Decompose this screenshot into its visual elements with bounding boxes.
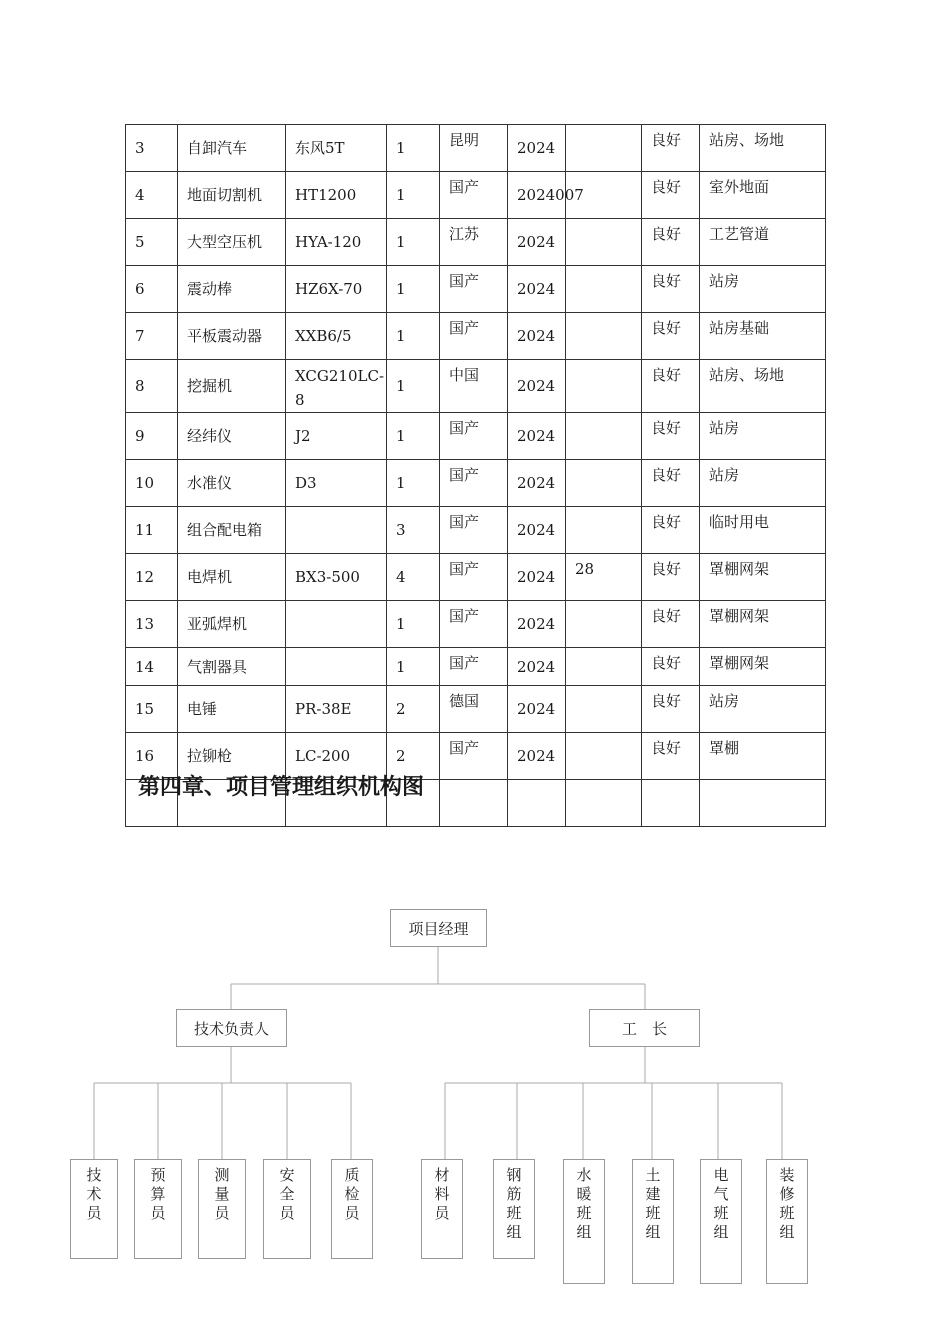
table-cell-condition: 良好 [642,360,700,413]
table-cell-name: 组合配电箱 [178,507,286,554]
table-cell-name: 地面切割机 [178,172,286,219]
table-cell-use: 罩棚网架 [700,648,826,686]
org-node-label: 电气班组 [713,1166,729,1241]
table-cell-origin: 国产 [440,733,508,780]
table-cell-use [700,780,826,827]
table-cell-use: 站房 [700,460,826,507]
table-cell-condition: 良好 [642,413,700,460]
table-cell-use: 罩棚网架 [700,601,826,648]
table-row [126,554,826,601]
chapter-title: 第四章、项目管理组织机构图 [138,775,425,800]
table-cell-use: 站房、场地 [700,360,826,413]
table-cell-condition: 良好 [642,554,700,601]
table-cell-year: 2024 [508,219,566,266]
table-row [126,648,826,686]
org-node-right_staff-3 [632,1159,674,1284]
table-row [126,686,826,733]
table-cell-condition: 良好 [642,507,700,554]
table-cell-condition: 良好 [642,460,700,507]
table-cell-origin: 国产 [440,554,508,601]
table-cell-year: 2024 [508,686,566,733]
org-node-technical-lead: 技术负责人 [176,1009,287,1047]
equipment-table [125,124,826,827]
table-cell-condition: 良好 [642,313,700,360]
table-cell-power [566,648,642,686]
table-cell-seq: 16 [126,733,178,780]
table-cell-use: 罩棚网架 [700,554,826,601]
table-cell-power [566,360,642,413]
table-cell-name: 气割器具 [178,648,286,686]
table-cell-seq: 13 [126,601,178,648]
table-cell-year: 2024 [508,554,566,601]
table-cell-name: 震动棒 [178,266,286,313]
table-cell-use: 站房 [700,686,826,733]
table-row [126,507,826,554]
table-cell-power: 28 [566,554,642,601]
table-cell-origin: 中国 [440,360,508,413]
org-node-right_staff-0 [421,1159,463,1259]
table-cell-model: XXB6/5 [286,313,387,360]
table-cell-model: XCG210LC-8 [286,360,387,413]
table-cell-power [566,413,642,460]
table-cell-seq: 8 [126,360,178,413]
table-cell-year: 2024 [508,733,566,780]
table-cell-power [566,219,642,266]
table-cell-year: 2024 [508,507,566,554]
table-cell-qty: 1 [387,360,440,413]
org-node-right_staff-2 [563,1159,605,1284]
table-cell-condition: 良好 [642,266,700,313]
table-cell-name: 自卸汽车 [178,125,286,172]
table-cell-origin: 国产 [440,648,508,686]
org-node-label: 材料员 [434,1166,450,1222]
org-node-left_staff-2 [198,1159,246,1259]
table-cell-condition [642,780,700,827]
table-cell-use: 罩棚 [700,733,826,780]
table-cell-power [566,313,642,360]
table-cell-year: 2024 [508,648,566,686]
table-cell-seq: 7 [126,313,178,360]
table-row [126,460,826,507]
org-node-left_staff-0 [70,1159,118,1259]
table-cell-seq: 11 [126,507,178,554]
table-cell-name: 拉铆枪 [178,733,286,780]
table-cell-power [566,601,642,648]
table-row [126,266,826,313]
table-cell-qty: 1 [387,413,440,460]
table-cell-qty: 2 [387,733,440,780]
table-cell-model: HT1200 [286,172,387,219]
table-cell-seq: 15 [126,686,178,733]
table-cell-use: 站房 [700,413,826,460]
table-cell-model: PR-38E [286,686,387,733]
table-cell-model: HYA-120 [286,219,387,266]
table-cell-qty: 1 [387,266,440,313]
table-cell-model: HZ6X-70 [286,266,387,313]
org-node-right_staff-5 [766,1159,808,1284]
table-cell-origin: 国产 [440,460,508,507]
table-row [126,313,826,360]
table-cell-qty: 1 [387,313,440,360]
table-cell-qty: 1 [387,601,440,648]
table-cell-qty: 3 [387,507,440,554]
table-cell-year: 2024 [508,601,566,648]
table-cell-power [566,266,642,313]
org-node-label: 钢筋班组 [506,1166,522,1241]
table-cell-name: 平板震动器 [178,313,286,360]
org-node-left_staff-4 [331,1159,373,1259]
table-cell-qty: 1 [387,125,440,172]
org-node-left_staff-1 [134,1159,182,1259]
table-cell-condition: 良好 [642,219,700,266]
table-cell-seq: 3 [126,125,178,172]
table-cell-name: 亚弧焊机 [178,601,286,648]
table-row [126,125,826,172]
table-cell-power [566,507,642,554]
table-row [126,172,826,219]
org-node-right_staff-4 [700,1159,742,1284]
org-node-label: 安全员 [279,1166,295,1222]
table-cell-qty: 2 [387,686,440,733]
table-cell-use: 室外地面 [700,172,826,219]
table-cell-origin: 德国 [440,686,508,733]
table-cell-name: 经纬仪 [178,413,286,460]
table-cell-condition: 良好 [642,601,700,648]
table-cell-name: 大型空压机 [178,219,286,266]
table-cell-qty: 1 [387,219,440,266]
org-node-label: 质检员 [344,1166,360,1222]
table-cell-origin: 国产 [440,313,508,360]
table-cell-use: 站房基础 [700,313,826,360]
table-cell-qty: 1 [387,648,440,686]
table-cell-year: 2024 [508,313,566,360]
table-cell-year: 2024 [508,460,566,507]
table-cell-seq: 4 [126,172,178,219]
org-node-label: 测量员 [214,1166,230,1222]
table-cell-name: 电锤 [178,686,286,733]
table-row [126,360,826,413]
table-cell-qty: 1 [387,460,440,507]
table-cell-origin: 国产 [440,266,508,313]
table-cell-model [286,648,387,686]
table-cell-year: 2024 [508,360,566,413]
table-cell-origin: 江苏 [440,219,508,266]
table-cell-model: LC-200 [286,733,387,780]
table-cell-model [286,507,387,554]
table-cell-power [566,686,642,733]
org-node-foreman: 工 长 [589,1009,700,1047]
table-cell-use: 工艺管道 [700,219,826,266]
table-cell-condition: 良好 [642,733,700,780]
table-cell-seq: 6 [126,266,178,313]
table-cell-condition: 良好 [642,648,700,686]
table-cell-use: 站房 [700,266,826,313]
table-cell-model: BX3-500 [286,554,387,601]
table-cell-model [286,601,387,648]
table-row [126,601,826,648]
table-cell-origin: 昆明 [440,125,508,172]
table-cell-qty: 4 [387,554,440,601]
org-node-label: 技术员 [86,1166,102,1222]
table-cell-use: 站房、场地 [700,125,826,172]
table-cell-year [508,780,566,827]
table-cell-model: 东风5T [286,125,387,172]
table-cell-seq: 5 [126,219,178,266]
org-node-right_staff-1 [493,1159,535,1259]
table-cell-seq: 9 [126,413,178,460]
table-cell-qty: 1 [387,172,440,219]
table-cell-origin: 国产 [440,172,508,219]
org-node-label: 装修班组 [779,1166,795,1241]
table-cell-seq: 14 [126,648,178,686]
org-node-left_staff-3 [263,1159,311,1259]
table-cell-year: 2024 [508,125,566,172]
table-cell-power [566,125,642,172]
org-node-project-manager: 项目经理 [390,909,487,947]
table-cell-use: 临时用电 [700,507,826,554]
table-row [126,413,826,460]
table-cell-seq: 10 [126,460,178,507]
table-cell-year: 2024 [508,413,566,460]
table-cell-power [566,460,642,507]
table-cell-power [566,733,642,780]
table-cell-condition: 良好 [642,686,700,733]
org-node-label: 土建班组 [645,1166,661,1241]
table-cell-model: D3 [286,460,387,507]
table-cell-seq: 12 [126,554,178,601]
org-node-label: 预算员 [150,1166,166,1222]
table-cell-power [566,780,642,827]
table-cell-origin: 国产 [440,507,508,554]
table-cell-name: 水准仪 [178,460,286,507]
org-node-label: 水暖班组 [576,1166,592,1241]
table-cell-origin: 国产 [440,413,508,460]
table-cell-origin: 国产 [440,601,508,648]
table-cell-origin [440,780,508,827]
table-cell-condition: 良好 [642,172,700,219]
table-cell-condition: 良好 [642,125,700,172]
table-cell-name: 电焊机 [178,554,286,601]
table-cell-year: 2024 [508,266,566,313]
table-cell-year: 2024007 [508,172,566,219]
table-cell-name: 挖掘机 [178,360,286,413]
table-row [126,219,826,266]
table-cell-model: J2 [286,413,387,460]
